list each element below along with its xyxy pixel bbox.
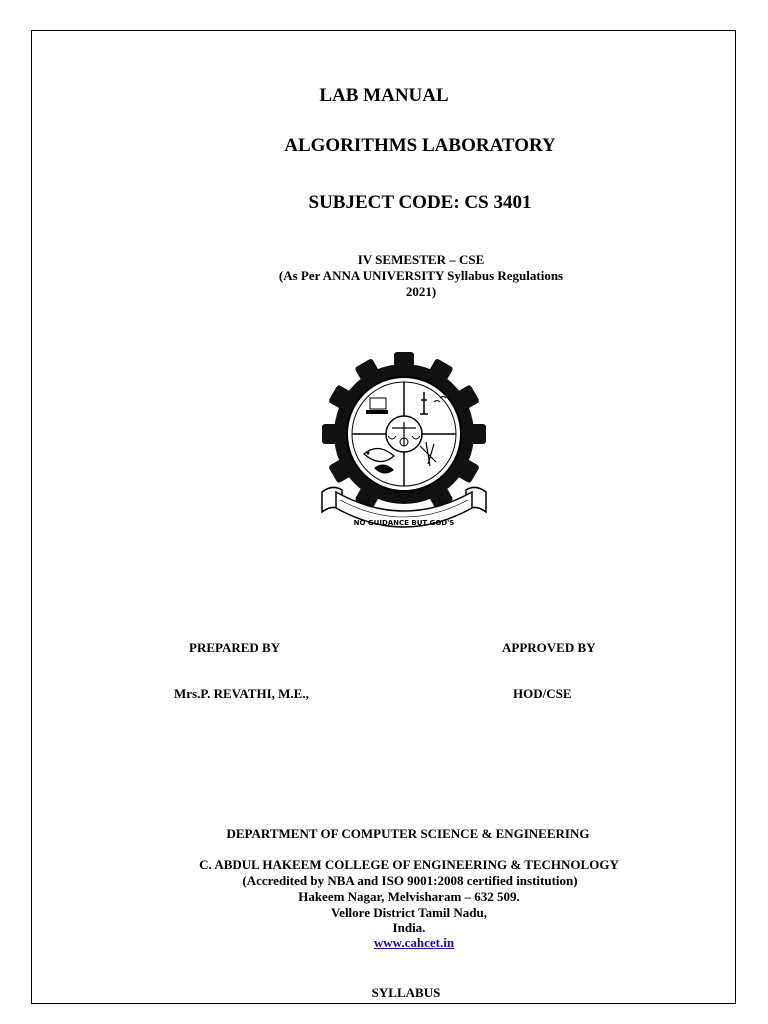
address-line-1: Hakeem Nagar, Melvisharam – 632 509.	[298, 889, 520, 904]
emblem-motto: NO GUIDANCE BUT GOD'S	[353, 519, 455, 527]
college-emblem-icon	[316, 350, 492, 534]
regulations-year: 2021)	[405, 284, 437, 299]
address-line-2: Vellore District Tamil Nadu,	[330, 905, 487, 920]
regulations-line: (As Per ANNA UNIVERSITY Syllabus Regulations	[278, 268, 564, 283]
approver-name: HOD/CSE	[513, 686, 572, 701]
subject-code: SUBJECT CODE: CS 3401	[308, 192, 532, 213]
country-line: India.	[392, 920, 426, 935]
college-name: C. ABDUL HAKEEM COLLEGE OF ENGINEERING & TECHNOLOGY	[199, 857, 619, 872]
semester-line: IV SEMESTER – CSE	[357, 252, 485, 267]
department-name: DEPARTMENT OF COMPUTER SCIENCE & ENGINEERING	[226, 826, 590, 841]
prepared-by-label: PREPARED BY	[189, 640, 281, 655]
lab-manual-heading: LAB MANUAL	[319, 85, 449, 106]
approved-by-label: APPROVED BY	[502, 640, 596, 655]
course-title: ALGORITHMS LABORATORY	[284, 135, 556, 156]
syllabus-heading: SYLLABUS	[371, 985, 441, 1000]
preparer-name: Mrs.P. REVATHI, M.E.,	[174, 686, 309, 701]
website-link[interactable]: www.cahcet.in	[373, 935, 455, 950]
accreditation-line: (Accredited by NBA and ISO 9001:2008 certified institution)	[242, 873, 578, 888]
